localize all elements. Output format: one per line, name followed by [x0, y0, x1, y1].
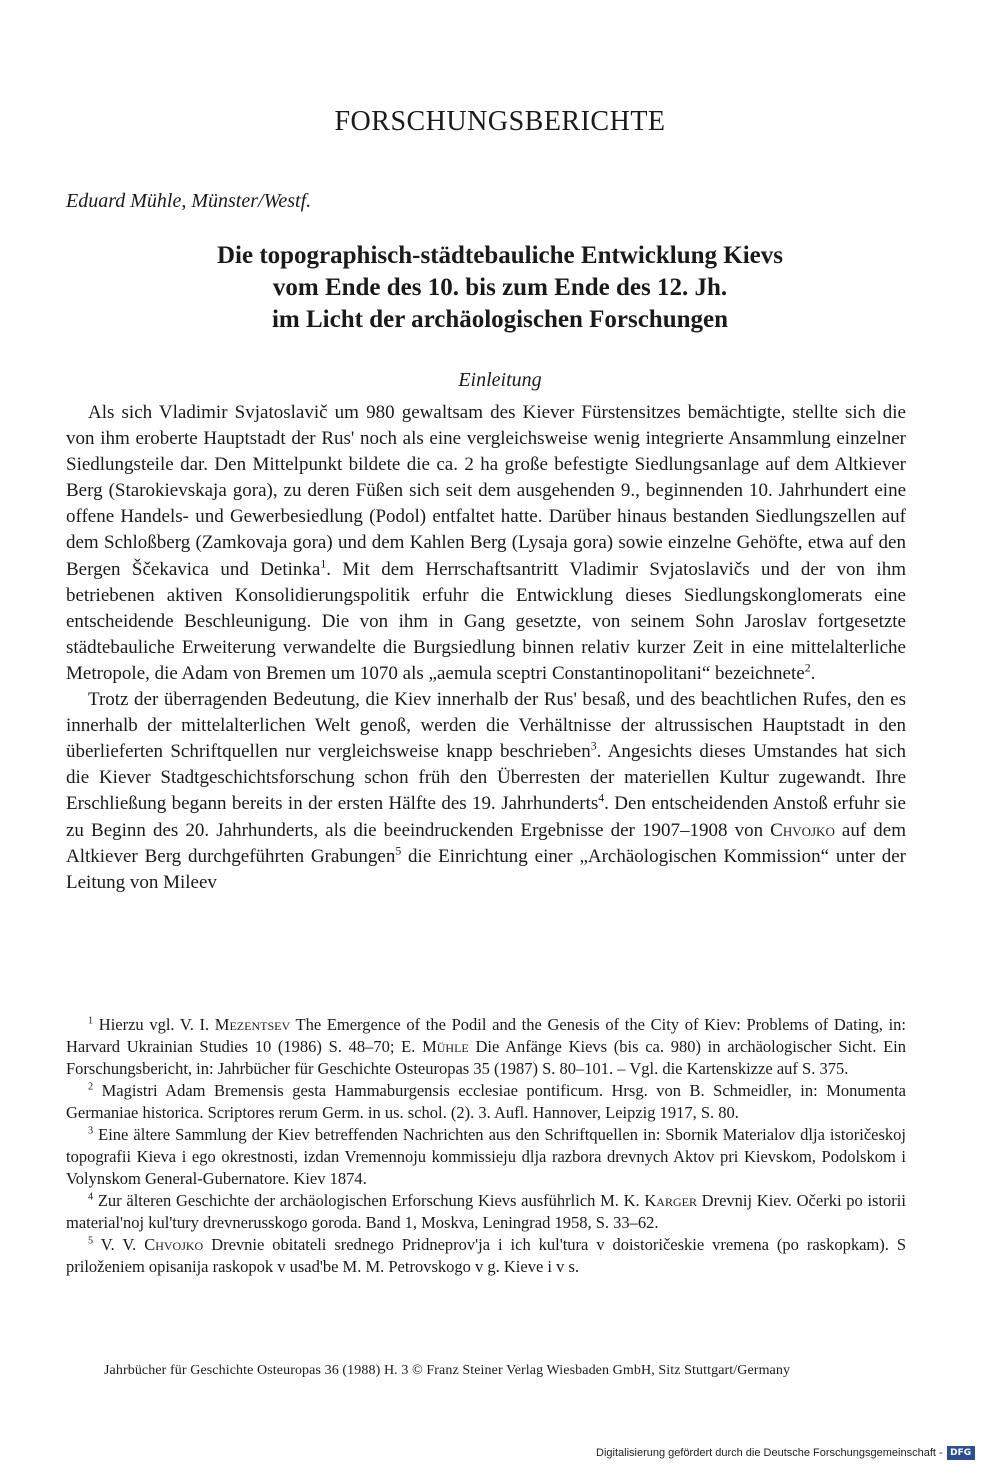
footnote-number: 2 — [88, 1081, 94, 1093]
text-run: die Einrichtung einer „Archäologischen Kommission“ unter der Leitung von Mileev — [66, 845, 906, 893]
text-run: Drevnij Kiev. Očerki po istorii material'noj kul'tury drevnerusskogo goroda. Band 1, Moskva, Leningrad 1958, S. 33–62. — [66, 1191, 906, 1232]
footnote-5 — [66, 1234, 906, 1278]
footnote-3 — [66, 1124, 906, 1190]
footnote-number: 1 — [88, 1015, 94, 1027]
article-title-line-2: vom Ende des 10. bis zum Ende des 12. Jh. — [272, 274, 728, 301]
text-run: Magistri Adam Bremensis gesta Hammaburgensis ecclesiae pontificum. Hrsg. von B. Schmeidler, in: Monumenta Germaniae historica. Scriptores rerum Germ. in us. schol. (2). 3. Aufl. Hannover, Leipzig 1917, S. 80. — [66, 1081, 906, 1122]
digitization-notice — [596, 1443, 975, 1463]
footnote-1 — [66, 1014, 906, 1080]
digitization-text: Digitalisierung gefördert durch die Deutsche Forschungsgemeinschaft - — [596, 1447, 943, 1459]
text-run: Als sich Vladimir Svjatoslavič um 980 gewaltsam des Kiever Fürstensitzes bemächtigte, stellte sich die von ihm eroberte Hauptstadt der Rus' noch als eine vergleichsweise wenig integrierte Ansammlung einzelner Siedlungsteile dar. Den Mittelpunkt bildete die ca. 2 ha große befestigte Siedlungsanlage auf dem Altkiever Berg (Starokievskaja gora), zu deren Füßen sich seit dem ausgehenden 9., beginnenden 10. Jahrhundert eine offene Handels- und Gewerbesiedlung (Podol) entfaltet hatte. Darüber hinaus bestanden Siedlungszellen auf dem Schloßberg (Zamkovaja gora) und dem Kahlen Berg (Lysaja gora) sowie einzelne Gehöfte, etwa auf den Bergen Ščekavica und Detinka — [66, 402, 906, 580]
footnote-ref-4: 4 — [598, 792, 605, 806]
author-name: Karger — [644, 1191, 697, 1210]
section-subheading: Einleitung — [458, 369, 542, 391]
text-run: Hierzu vgl. V. I. — [93, 1015, 215, 1034]
text-run: Trotz der überragenden Bedeutung, die Kiev innerhalb der Rus' besaß, und des beachtlichen Rufes, den es innerhalb der mittelalterlichen Welt genoß, werden die Verhältnisse der altrussischen Hauptstadt in den überlieferten Schriftquellen nur vergleichsweise knapp beschrieben — [66, 689, 906, 763]
body-paragraph-2 — [66, 687, 906, 896]
journal-footer: Jahrbücher für Geschichte Osteuropas 36 (1988) H. 3 © Franz Steiner Verlag Wiesbaden GmbH, Sitz Stuttgart/Germany — [104, 1363, 791, 1378]
footnote-ref-2: 2 — [804, 661, 811, 675]
article-title-line-3: im Licht der archäologischen Forschungen — [271, 306, 729, 333]
footnote-2 — [66, 1080, 906, 1124]
text-run: Drevnie obitateli srednego Pridneprov'ja i ich kul'tura v doistoričeskie vremena (po raskopkam). S priloženiem opisanija raskopok v usad'be M. M. Petrovskogo v g. Kieve i v s. — [66, 1235, 906, 1276]
text-run: Eine ältere Sammlung der Kiev betreffenden Nachrichten aus den Schriftquellen in: Sbornik Materialov dlja istoričeskoj topografii Kieva i ego okrestnosti, izdan Vremennoju kommissieju dlja razbora drevnych Aktov pri Kievskom, Podolskom i Volynskom General-Gubernatore. Kiev 1874. — [66, 1125, 906, 1188]
text-run: . Angesichts dieses Umstandes hat sich die Kiever Stadtgeschichtsforschung schon früh den Überresten der materiellen Kultur zugewandt. Ihre Erschließung begann bereits in der ersten Hälfte des 19. Jahrhunderts — [66, 741, 906, 815]
section-title: FORSCHUNGSBERICHTE — [334, 106, 666, 137]
text-run: . — [810, 662, 816, 684]
text-run: The Emergence of the Podil and the Genesis of the City of Kiev: Problems of Dating, in: Harvard Ukrainian Studies 10 (1986) S. 48–70; E. — [66, 1015, 906, 1056]
footnote-number: 5 — [88, 1235, 94, 1247]
text-run: Zur älteren Geschichte der archäologischen Erforschung Kievs ausführlich M. K. — [93, 1191, 645, 1210]
article-title-line-1: Die topographisch-städtebauliche Entwicklung Kievs — [216, 242, 784, 269]
footnote-number: 4 — [88, 1191, 94, 1203]
article-title — [60, 240, 940, 336]
author-name: Chvojko — [770, 819, 835, 841]
footnote-ref-5: 5 — [395, 844, 402, 858]
author-name: Chvojko — [144, 1235, 204, 1254]
body-paragraph-1 — [66, 400, 906, 687]
text-run: Die Anfänge Kievs (bis ca. 980) in archäologischer Sicht. Ein Forschungsbericht, in: Jahrbücher für Geschichte Osteuropas 35 (1987) S. 80–101. – Vgl. die Kartenskizze auf S. 375. — [66, 1037, 906, 1078]
footnotes — [66, 1014, 906, 1278]
text-run: V. V. — [93, 1235, 145, 1254]
author-name: Mühle — [422, 1037, 469, 1056]
footnote-ref-3: 3 — [590, 739, 597, 753]
author-name: Mezentsev — [214, 1015, 291, 1034]
text-run: . Den entscheidenden Anstoß erfuhr sie zu Beginn des 20. Jahrhunderts, als die beeindruckenden Ergebnisse der 1907–1908 von — [66, 793, 906, 841]
dfg-logo-icon: DFG — [947, 1446, 975, 1460]
footnote-4 — [66, 1190, 906, 1234]
text-run: . Mit dem Herrschaftsantritt Vladimir Svjatoslavičs und der von ihm betriebenen aktiven Konsolidierungspolitik erfuhr die Entwicklung dieses Siedlungskonglomerats eine entscheidende Beschleunigung. Die von ihm in Gang gesetzte, von seinem Sohn Jaroslav fortgesetzte städtebauliche Erweiterung verwandelte die Burgsiedlung binnen relativ kurzer Zeit in eine mittelalterliche Metropole, die Adam von Bremen um 1070 als „aemula sceptri Constantinopolitani“ bezeichnete — [66, 558, 906, 684]
text-run: auf dem Altkiever Berg durchgeführten Grabungen — [66, 819, 906, 867]
body-text — [66, 400, 906, 896]
author-line: Eduard Mühle, Münster/Westf. — [66, 190, 312, 212]
footnote-ref-1: 1 — [320, 557, 327, 571]
footnote-number: 3 — [88, 1125, 94, 1137]
